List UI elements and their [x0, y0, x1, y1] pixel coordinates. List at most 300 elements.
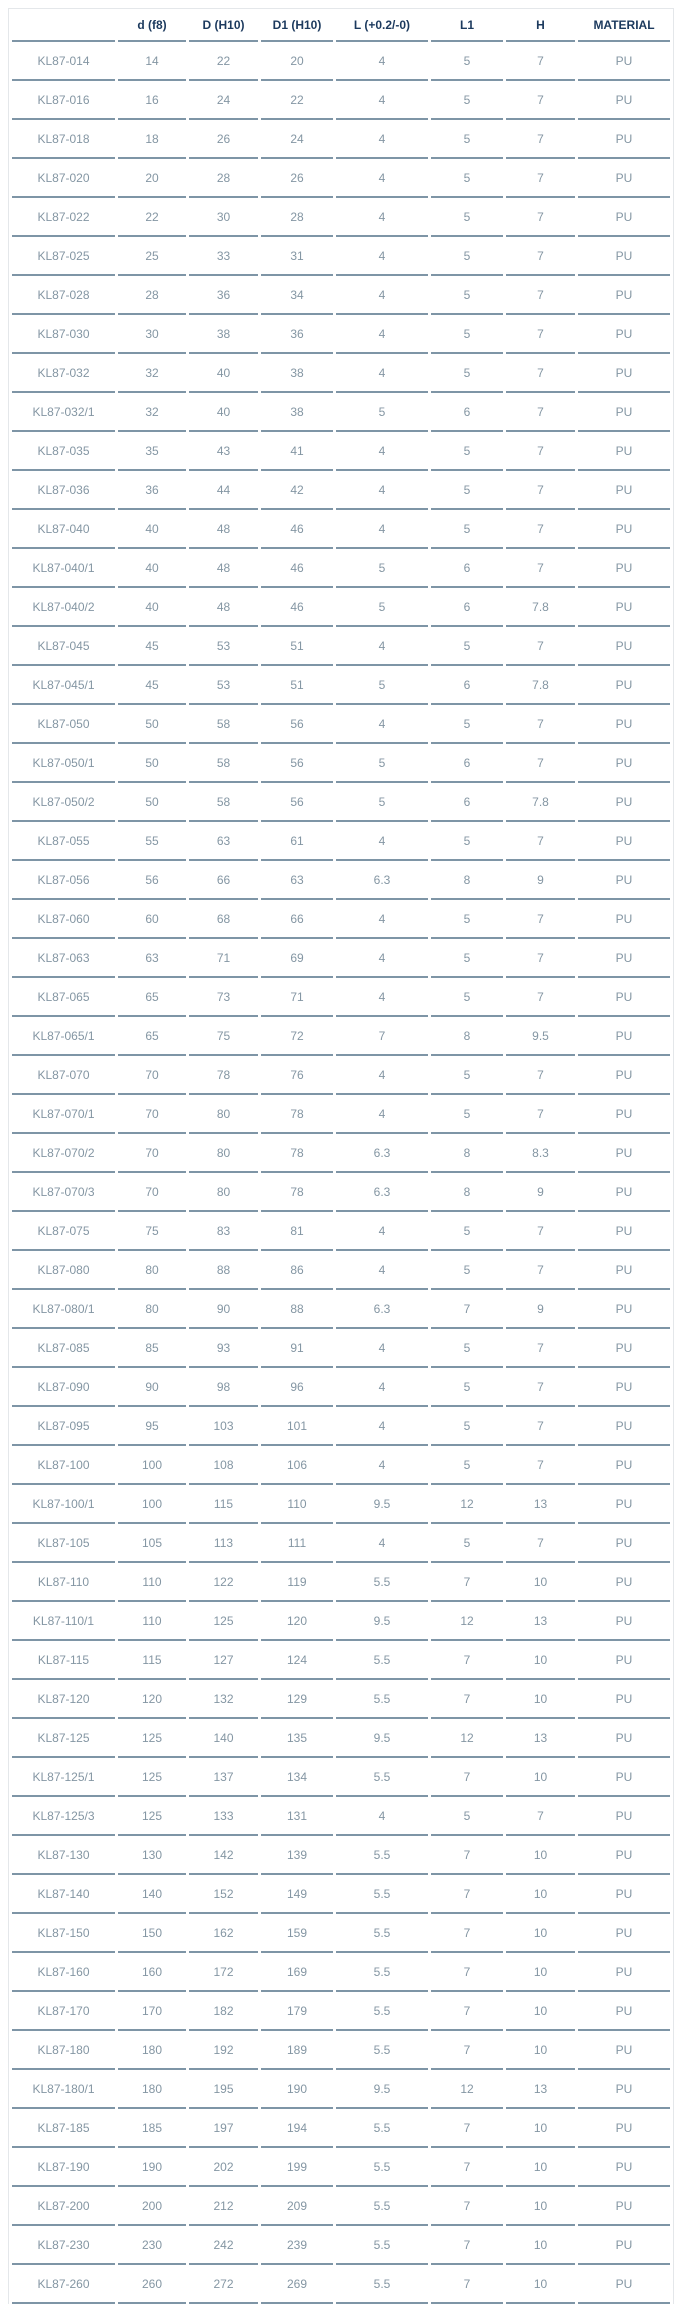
value-cell: 5.5 — [336, 1875, 428, 1914]
table-row — [12, 276, 670, 315]
value-cell: 172 — [189, 1953, 258, 1992]
value-cell: 7.8 — [506, 666, 575, 705]
value-cell: 48 — [189, 510, 258, 549]
value-cell: 7 — [431, 1758, 503, 1797]
value-cell: 10 — [506, 1914, 575, 1953]
table-row — [12, 744, 670, 783]
value-cell: 10 — [506, 2109, 575, 2148]
value-cell: 190 — [118, 2148, 186, 2187]
table-row — [12, 705, 670, 744]
part-number-cell: KL87-018 — [12, 120, 115, 159]
part-number-cell: KL87-125/3 — [12, 1797, 115, 1836]
value-cell: 124 — [261, 1641, 333, 1680]
part-number-cell: KL87-230 — [12, 2226, 115, 2265]
value-cell: PU — [578, 822, 670, 861]
value-cell: 7 — [506, 81, 575, 120]
value-cell: 7 — [506, 1251, 575, 1290]
part-number-cell: KL87-063 — [12, 939, 115, 978]
value-cell: 80 — [189, 1134, 258, 1173]
value-cell: 5 — [431, 1524, 503, 1563]
value-cell: 58 — [189, 744, 258, 783]
table-row — [12, 1212, 670, 1251]
table-row — [12, 354, 670, 393]
part-number-cell: KL87-085 — [12, 1329, 115, 1368]
table-row — [12, 1719, 670, 1758]
value-cell: 150 — [118, 1914, 186, 1953]
value-cell: 10 — [506, 2187, 575, 2226]
value-cell: 73 — [189, 978, 258, 1017]
value-cell: 7 — [431, 2148, 503, 2187]
value-cell: 4 — [336, 1251, 428, 1290]
value-cell: 81 — [261, 1212, 333, 1251]
part-number-cell: KL87-100 — [12, 1446, 115, 1485]
value-cell: 142 — [189, 1836, 258, 1875]
part-number-cell: KL87-125/1 — [12, 1758, 115, 1797]
table-row — [12, 1290, 670, 1329]
value-cell: 56 — [118, 861, 186, 900]
value-cell: 78 — [261, 1134, 333, 1173]
value-cell: 110 — [118, 1563, 186, 1602]
table-row — [12, 1992, 670, 2031]
value-cell: PU — [578, 159, 670, 198]
value-cell: 100 — [118, 1446, 186, 1485]
table-row — [12, 432, 670, 471]
value-cell: 56 — [261, 783, 333, 822]
value-cell: PU — [578, 1095, 670, 1134]
value-cell: 7 — [506, 393, 575, 432]
value-cell: 7 — [506, 705, 575, 744]
value-cell: 212 — [189, 2187, 258, 2226]
value-cell: 5.5 — [336, 1680, 428, 1719]
value-cell: PU — [578, 549, 670, 588]
value-cell: 10 — [506, 1953, 575, 1992]
table-row — [12, 1134, 670, 1173]
part-number-cell: KL87-014 — [12, 42, 115, 81]
value-cell: 5 — [431, 510, 503, 549]
value-cell: 101 — [261, 1407, 333, 1446]
value-cell: 65 — [118, 978, 186, 1017]
value-cell: 140 — [189, 1719, 258, 1758]
value-cell: 44 — [189, 471, 258, 510]
value-cell: PU — [578, 1563, 670, 1602]
part-number-cell: KL87-080 — [12, 1251, 115, 1290]
value-cell: 26 — [189, 120, 258, 159]
value-cell: 7 — [431, 2265, 503, 2304]
value-cell: 5 — [336, 549, 428, 588]
value-cell: 5 — [431, 1056, 503, 1095]
value-cell: 8.3 — [506, 1134, 575, 1173]
value-cell: 5 — [431, 705, 503, 744]
value-cell: 179 — [261, 1992, 333, 2031]
table-row — [12, 783, 670, 822]
value-cell: 10 — [506, 1641, 575, 1680]
value-cell: 7 — [506, 939, 575, 978]
part-number-cell: KL87-185 — [12, 2109, 115, 2148]
column-header: D (H10) — [189, 9, 258, 42]
value-cell: 5 — [431, 120, 503, 159]
value-cell: 6 — [431, 393, 503, 432]
value-cell: 45 — [118, 666, 186, 705]
value-cell: 8 — [431, 1134, 503, 1173]
value-cell: 63 — [189, 822, 258, 861]
value-cell: 51 — [261, 666, 333, 705]
value-cell: 4 — [336, 120, 428, 159]
value-cell: PU — [578, 666, 670, 705]
value-cell: 48 — [189, 549, 258, 588]
value-cell: PU — [578, 627, 670, 666]
value-cell: 16 — [118, 81, 186, 120]
value-cell: 7.8 — [506, 783, 575, 822]
value-cell: 88 — [189, 1251, 258, 1290]
value-cell: 40 — [118, 510, 186, 549]
value-cell: 56 — [261, 744, 333, 783]
value-cell: 6 — [431, 744, 503, 783]
value-cell: 127 — [189, 1641, 258, 1680]
value-cell: 5 — [431, 354, 503, 393]
value-cell: 14 — [118, 42, 186, 81]
value-cell: 12 — [431, 1485, 503, 1524]
value-cell: 5 — [431, 900, 503, 939]
value-cell: 10 — [506, 2148, 575, 2187]
value-cell: 91 — [261, 1329, 333, 1368]
value-cell: 69 — [261, 939, 333, 978]
value-cell: 13 — [506, 2070, 575, 2109]
value-cell: 5 — [431, 1368, 503, 1407]
value-cell: 4 — [336, 237, 428, 276]
value-cell: 6 — [431, 549, 503, 588]
value-cell: 5 — [336, 783, 428, 822]
table-row — [12, 666, 670, 705]
part-number-cell: KL87-095 — [12, 1407, 115, 1446]
value-cell: 103 — [189, 1407, 258, 1446]
value-cell: 6 — [431, 783, 503, 822]
value-cell: 10 — [506, 1836, 575, 1875]
value-cell: 90 — [189, 1290, 258, 1329]
value-cell: 10 — [506, 1875, 575, 1914]
value-cell: 152 — [189, 1875, 258, 1914]
part-number-cell: KL87-045/1 — [12, 666, 115, 705]
value-cell: PU — [578, 1134, 670, 1173]
table-row — [12, 822, 670, 861]
value-cell: PU — [578, 1407, 670, 1446]
value-cell: PU — [578, 1953, 670, 1992]
value-cell: 72 — [261, 1017, 333, 1056]
value-cell: 70 — [118, 1173, 186, 1212]
column-header: d (f8) — [118, 9, 186, 42]
value-cell: 100 — [118, 1485, 186, 1524]
value-cell: 26 — [261, 159, 333, 198]
value-cell: 5 — [431, 276, 503, 315]
value-cell: 5.5 — [336, 2187, 428, 2226]
value-cell: 5.5 — [336, 1641, 428, 1680]
value-cell: 7 — [431, 1290, 503, 1329]
value-cell: 18 — [118, 120, 186, 159]
value-cell: 202 — [189, 2148, 258, 2187]
value-cell: PU — [578, 1602, 670, 1641]
value-cell: 63 — [261, 861, 333, 900]
value-cell: 185 — [118, 2109, 186, 2148]
part-number-cell: KL87-170 — [12, 1992, 115, 2031]
value-cell: 71 — [261, 978, 333, 1017]
table-row — [12, 2187, 670, 2226]
table-row — [12, 510, 670, 549]
part-number-cell: KL87-075 — [12, 1212, 115, 1251]
value-cell: 46 — [261, 510, 333, 549]
table-row — [12, 1563, 670, 1602]
value-cell: 13 — [506, 1719, 575, 1758]
value-cell: 8 — [431, 1173, 503, 1212]
value-cell: 13 — [506, 1485, 575, 1524]
value-cell: PU — [578, 2109, 670, 2148]
part-number-cell: KL87-025 — [12, 237, 115, 276]
value-cell: PU — [578, 1212, 670, 1251]
value-cell: 43 — [189, 432, 258, 471]
value-cell: PU — [578, 432, 670, 471]
table-row — [12, 900, 670, 939]
part-number-cell: KL87-200 — [12, 2187, 115, 2226]
table-row — [12, 120, 670, 159]
value-cell: 134 — [261, 1758, 333, 1797]
part-number-cell: KL87-030 — [12, 315, 115, 354]
value-cell: 4 — [336, 939, 428, 978]
value-cell: 24 — [261, 120, 333, 159]
value-cell: 5 — [431, 822, 503, 861]
value-cell: 25 — [118, 237, 186, 276]
value-cell: 9.5 — [336, 1719, 428, 1758]
value-cell: 5 — [336, 666, 428, 705]
value-cell: 10 — [506, 2265, 575, 2304]
value-cell: 7 — [506, 198, 575, 237]
value-cell: 7 — [336, 1017, 428, 1056]
value-cell: PU — [578, 1251, 670, 1290]
value-cell: 5 — [336, 588, 428, 627]
table-row — [12, 2148, 670, 2187]
value-cell: 4 — [336, 627, 428, 666]
value-cell: 4 — [336, 42, 428, 81]
value-cell: PU — [578, 2187, 670, 2226]
table-row — [12, 1524, 670, 1563]
value-cell: 9 — [506, 861, 575, 900]
value-cell: 22 — [118, 198, 186, 237]
value-cell: 48 — [189, 588, 258, 627]
value-cell: 65 — [118, 1017, 186, 1056]
value-cell: 75 — [189, 1017, 258, 1056]
value-cell: PU — [578, 2031, 670, 2070]
value-cell: PU — [578, 1524, 670, 1563]
value-cell: 5 — [431, 1407, 503, 1446]
part-number-cell: KL87-150 — [12, 1914, 115, 1953]
value-cell: 5 — [431, 1329, 503, 1368]
value-cell: 78 — [261, 1173, 333, 1212]
table-row — [12, 471, 670, 510]
value-cell: 53 — [189, 627, 258, 666]
value-cell: 68 — [189, 900, 258, 939]
part-number-cell: KL87-065 — [12, 978, 115, 1017]
part-number-cell: KL87-020 — [12, 159, 115, 198]
value-cell: 137 — [189, 1758, 258, 1797]
value-cell: 4 — [336, 432, 428, 471]
part-number-cell: KL87-140 — [12, 1875, 115, 1914]
value-cell: PU — [578, 1641, 670, 1680]
value-cell: 7 — [506, 471, 575, 510]
value-cell: PU — [578, 1056, 670, 1095]
value-cell: 85 — [118, 1329, 186, 1368]
value-cell: 115 — [189, 1485, 258, 1524]
value-cell: 5.5 — [336, 2031, 428, 2070]
value-cell: 56 — [261, 705, 333, 744]
value-cell: 129 — [261, 1680, 333, 1719]
column-header: L (+0.2/-0) — [336, 9, 428, 42]
table-row — [12, 627, 670, 666]
table-body — [12, 42, 670, 2304]
value-cell: 13 — [506, 1602, 575, 1641]
value-cell: 10 — [506, 2226, 575, 2265]
value-cell: 182 — [189, 1992, 258, 2031]
value-cell: 66 — [261, 900, 333, 939]
value-cell: 93 — [189, 1329, 258, 1368]
value-cell: 6 — [431, 666, 503, 705]
table-row — [12, 1446, 670, 1485]
table-row — [12, 549, 670, 588]
value-cell: PU — [578, 237, 670, 276]
table-row — [12, 237, 670, 276]
value-cell: 209 — [261, 2187, 333, 2226]
value-cell: 7 — [506, 276, 575, 315]
value-cell: 4 — [336, 822, 428, 861]
value-cell: 199 — [261, 2148, 333, 2187]
value-cell: 4 — [336, 978, 428, 1017]
value-cell: 115 — [118, 1641, 186, 1680]
value-cell: 120 — [261, 1602, 333, 1641]
value-cell: 7 — [506, 315, 575, 354]
value-cell: 28 — [118, 276, 186, 315]
value-cell: 7 — [506, 1095, 575, 1134]
value-cell: 95 — [118, 1407, 186, 1446]
value-cell: PU — [578, 1992, 670, 2031]
table-row — [12, 81, 670, 120]
value-cell: 108 — [189, 1446, 258, 1485]
value-cell: 38 — [261, 393, 333, 432]
value-cell: 10 — [506, 2031, 575, 2070]
value-cell: 4 — [336, 900, 428, 939]
table-row — [12, 2109, 670, 2148]
value-cell: 7 — [506, 1056, 575, 1095]
value-cell: 200 — [118, 2187, 186, 2226]
value-cell: PU — [578, 705, 670, 744]
value-cell: 58 — [189, 705, 258, 744]
value-cell: 5.5 — [336, 1758, 428, 1797]
value-cell: 190 — [261, 2070, 333, 2109]
part-number-cell: KL87-032 — [12, 354, 115, 393]
value-cell: PU — [578, 120, 670, 159]
value-cell: 7 — [431, 1680, 503, 1719]
value-cell: 70 — [118, 1134, 186, 1173]
value-cell: 7 — [506, 1212, 575, 1251]
value-cell: 46 — [261, 588, 333, 627]
value-cell: 6.3 — [336, 861, 428, 900]
value-cell: 197 — [189, 2109, 258, 2148]
value-cell: 139 — [261, 1836, 333, 1875]
value-cell: 131 — [261, 1797, 333, 1836]
column-header: L1 — [431, 9, 503, 42]
value-cell: 50 — [118, 744, 186, 783]
value-cell: 22 — [261, 81, 333, 120]
value-cell: 6 — [431, 588, 503, 627]
value-cell: PU — [578, 81, 670, 120]
kl87-spec-table — [8, 8, 674, 2304]
part-number-cell: KL87-130 — [12, 1836, 115, 1875]
part-number-cell: KL87-070/3 — [12, 1173, 115, 1212]
value-cell: 4 — [336, 1095, 428, 1134]
table-row — [12, 1914, 670, 1953]
part-number-cell: KL87-070 — [12, 1056, 115, 1095]
value-cell: 12 — [431, 2070, 503, 2109]
value-cell: 189 — [261, 2031, 333, 2070]
value-cell: 34 — [261, 276, 333, 315]
value-cell: 7 — [431, 2226, 503, 2265]
value-cell: 125 — [118, 1797, 186, 1836]
value-cell: 4 — [336, 1056, 428, 1095]
table-row — [12, 1680, 670, 1719]
value-cell: 40 — [189, 354, 258, 393]
table-row — [12, 42, 670, 81]
part-number-cell: KL87-016 — [12, 81, 115, 120]
table-row — [12, 159, 670, 198]
value-cell: 5 — [431, 1251, 503, 1290]
value-cell: 90 — [118, 1368, 186, 1407]
value-cell: 5 — [431, 1095, 503, 1134]
value-cell: 149 — [261, 1875, 333, 1914]
value-cell: 113 — [189, 1524, 258, 1563]
value-cell: 4 — [336, 1407, 428, 1446]
table-row — [12, 315, 670, 354]
table-row — [12, 1485, 670, 1524]
value-cell: PU — [578, 42, 670, 81]
value-cell: 7 — [431, 2109, 503, 2148]
value-cell: 38 — [261, 354, 333, 393]
part-number-cell: KL87-040/2 — [12, 588, 115, 627]
table-row — [12, 2031, 670, 2070]
value-cell: 80 — [118, 1290, 186, 1329]
value-cell: 88 — [261, 1290, 333, 1329]
value-cell: 51 — [261, 627, 333, 666]
value-cell: 120 — [118, 1680, 186, 1719]
value-cell: 63 — [118, 939, 186, 978]
value-cell: PU — [578, 2148, 670, 2187]
part-number-cell: KL87-090 — [12, 1368, 115, 1407]
value-cell: 7 — [506, 900, 575, 939]
value-cell: 78 — [261, 1095, 333, 1134]
value-cell: 46 — [261, 549, 333, 588]
value-cell: 159 — [261, 1914, 333, 1953]
value-cell: 260 — [118, 2265, 186, 2304]
value-cell: 76 — [261, 1056, 333, 1095]
value-cell: 7 — [506, 159, 575, 198]
value-cell: 40 — [118, 549, 186, 588]
value-cell: 7 — [431, 1992, 503, 2031]
value-cell: PU — [578, 1875, 670, 1914]
value-cell: 5.5 — [336, 2109, 428, 2148]
value-cell: 41 — [261, 432, 333, 471]
table-row — [12, 1017, 670, 1056]
value-cell: 66 — [189, 861, 258, 900]
table-row — [12, 1173, 670, 1212]
value-cell: 58 — [189, 783, 258, 822]
table-row — [12, 1368, 670, 1407]
value-cell: 53 — [189, 666, 258, 705]
value-cell: 7 — [506, 1797, 575, 1836]
value-cell: 5 — [431, 939, 503, 978]
